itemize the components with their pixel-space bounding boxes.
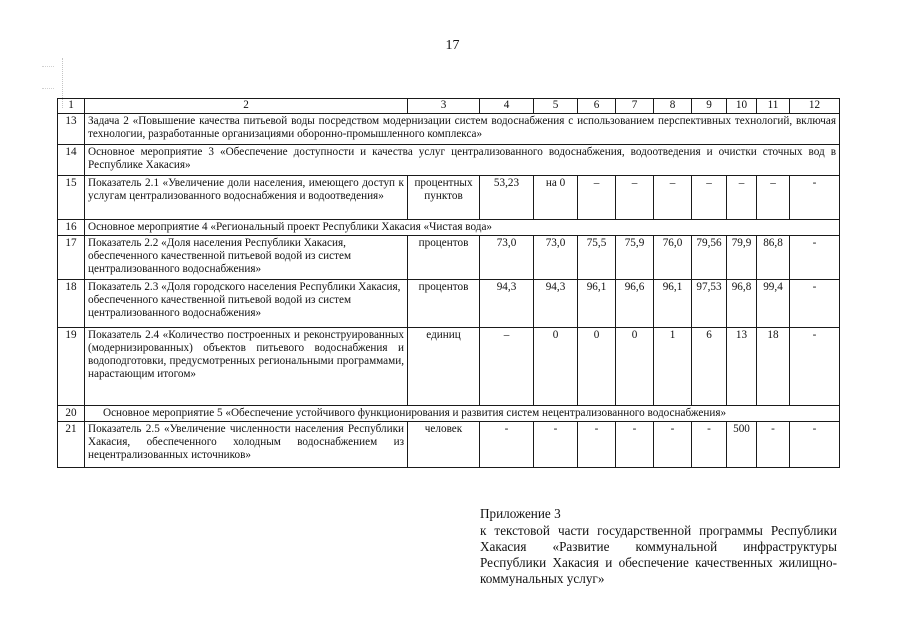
unit-cell: процентов [408, 236, 480, 280]
value-cell: 0 [578, 328, 616, 406]
header-cell: 7 [616, 99, 654, 114]
header-cell: 12 [790, 99, 840, 114]
appendix-title: Приложение 3 [480, 506, 561, 521]
value-cell: 18 [757, 328, 790, 406]
unit-cell: процентных пунктов [408, 176, 480, 220]
value-cell: 99,4 [757, 280, 790, 328]
value-cell: - [578, 422, 616, 468]
value-cell: 79,56 [692, 236, 727, 280]
table-row-task-2 [58, 114, 840, 145]
value-cell: – [692, 176, 727, 220]
indicators-table [57, 98, 840, 468]
row-number: 21 [58, 422, 85, 468]
value-cell: 1 [654, 328, 692, 406]
value-cell: - [757, 422, 790, 468]
value-cell: – [727, 176, 757, 220]
value-cell: - [616, 422, 654, 468]
value-cell: - [790, 328, 840, 406]
value-cell: 500 [727, 422, 757, 468]
unit-cell: процентов [408, 280, 480, 328]
table-row-indicator-2-1 [58, 176, 840, 220]
activity-title: Основное мероприятие 3 «Обеспечение доступности и качества услуг централизованного водоснабжения, водоотведения и очистки сточных вод в Республике Хакасия» [85, 145, 840, 176]
activity-title: Основное мероприятие 5 «Обеспечение устойчивого функционирования и развития систем нецентрализованного водоснабжения» [85, 406, 840, 422]
indicator-name: Показатель 2.1 «Увеличение доли населения, имеющего доступ к услугам централизованного водоснабжения и водоотведения» [85, 176, 408, 220]
table-row-indicator-2-2 [58, 236, 840, 280]
appendix-text: к текстовой части государственной программы Республики Хакасия «Развитие коммунальной инфраструктуры Республики Хакасия и обеспечение качественных жилищно-коммунальных услуг» [480, 523, 837, 586]
indicator-name: Показатель 2.2 «Доля населения Республики Хакасия, обеспеченного качественной питьевой водой из систем централизованного водоснабжения» [85, 236, 408, 280]
value-cell: 96,1 [578, 280, 616, 328]
table-row-main-activity-4 [58, 220, 840, 236]
value-cell: – [616, 176, 654, 220]
value-cell: - [790, 422, 840, 468]
value-cell: 73,0 [534, 236, 578, 280]
unit-cell: единиц [408, 328, 480, 406]
row-number: 18 [58, 280, 85, 328]
value-cell: – [654, 176, 692, 220]
value-cell: – [757, 176, 790, 220]
page-number: 17 [445, 38, 460, 53]
table-row-indicator-2-4 [58, 328, 840, 406]
value-cell: - [654, 422, 692, 468]
value-cell: - [790, 280, 840, 328]
activity-title: Основное мероприятие 4 «Региональный проект Республики Хакасия «Чистая вода» [85, 220, 840, 236]
value-cell: 73,0 [480, 236, 534, 280]
value-cell: - [692, 422, 727, 468]
value-cell: 86,8 [757, 236, 790, 280]
header-cell: 6 [578, 99, 616, 114]
indicator-name: Показатель 2.5 «Увеличение численности населения Республики Хакасия, обеспеченного холодным водоснабжением из нецентрализованных источников» [85, 422, 408, 468]
table-header-row [58, 99, 840, 114]
value-cell: 96,8 [727, 280, 757, 328]
table-row-indicator-2-3 [58, 280, 840, 328]
value-cell: 0 [534, 328, 578, 406]
value-cell: 94,3 [480, 280, 534, 328]
value-cell: на 0 [534, 176, 578, 220]
value-cell: 53,23 [480, 176, 534, 220]
table-row-main-activity-3 [58, 145, 840, 176]
header-cell: 1 [58, 99, 85, 114]
value-cell: 13 [727, 328, 757, 406]
row-number: 15 [58, 176, 85, 220]
row-number: 19 [58, 328, 85, 406]
header-cell: 5 [534, 99, 578, 114]
header-cell: 11 [757, 99, 790, 114]
value-cell: - [790, 236, 840, 280]
row-number: 17 [58, 236, 85, 280]
header-cell: 4 [480, 99, 534, 114]
value-cell: 6 [692, 328, 727, 406]
indicator-name: Показатель 2.4 «Количество построенных и реконструированных (модернизированных) объектов питьевого водоснабжения и водоподготовки, предусмотренных региональными программами, нарастающим итогом» [85, 328, 408, 406]
value-cell: 0 [616, 328, 654, 406]
appendix-block [480, 506, 837, 587]
row-number: 14 [58, 145, 85, 176]
table-row-indicator-2-5 [58, 422, 840, 468]
row-number: 13 [58, 114, 85, 145]
header-cell: 2 [85, 99, 408, 114]
value-cell: 96,6 [616, 280, 654, 328]
indicator-name: Показатель 2.3 «Доля городского населения Республики Хакасия, обеспеченного качественной питьевой водой из систем централизованного водоснабжения» [85, 280, 408, 328]
unit-cell: человек [408, 422, 480, 468]
table-row-main-activity-5 [58, 406, 840, 422]
row-number: 16 [58, 220, 85, 236]
value-cell: – [578, 176, 616, 220]
value-cell: 76,0 [654, 236, 692, 280]
value-cell: - [790, 176, 840, 220]
value-cell: 96,1 [654, 280, 692, 328]
value-cell: 75,5 [578, 236, 616, 280]
value-cell: – [480, 328, 534, 406]
header-cell: 3 [408, 99, 480, 114]
row-number: 20 [58, 406, 85, 422]
header-cell: 8 [654, 99, 692, 114]
value-cell: 75,9 [616, 236, 654, 280]
header-cell: 10 [727, 99, 757, 114]
value-cell: - [534, 422, 578, 468]
header-cell: 9 [692, 99, 727, 114]
value-cell: 97,53 [692, 280, 727, 328]
task-title: Задача 2 «Повышение качества питьевой воды посредством модернизации систем водоснабжения с использованием перспективных технологий, включая технологии, разработанные организациями оборонно-промышленного комплекса» [85, 114, 840, 145]
value-cell: - [480, 422, 534, 468]
value-cell: 94,3 [534, 280, 578, 328]
value-cell: 79,9 [727, 236, 757, 280]
